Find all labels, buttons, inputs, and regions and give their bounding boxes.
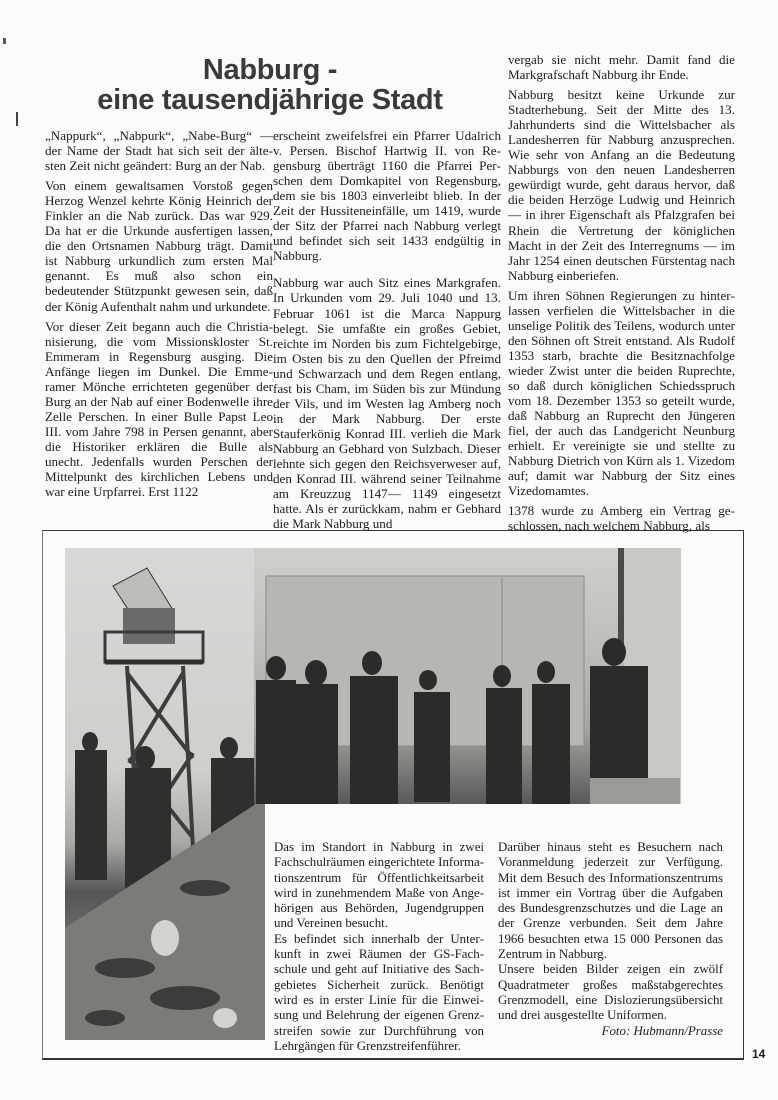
watchtower-photo-illustration bbox=[65, 548, 265, 1040]
photo-border-model bbox=[65, 548, 265, 1040]
paragraph: erscheint zweifelsfrei ein Pfarrer Udalrich v. Persen. Bischof Hartwig II. von Regensburg überträgt 1160 die Pfarrei Perschen dem Domkapitel von Regensburg, dem sie bis 1803 einverleibt blieb. In der Zeit der Hussiteneinfälle, um 1419, wurde der Sitz der Pfarrei nach Nabburg verlegt und befindet sich seit 1433 endgültig in Nabburg. bbox=[273, 128, 501, 264]
paragraph: Von einem gewaltsamen Vorstoß gegen Herzog Wenzel kehrte König Heinrich der Finkler an die Nab zurück. Das war 929. Da hat er die Urkunde ausfertigen lassen, die den Ortsnamen Nabburg trägt. Damit ist Nabburg urkundlich zum ersten Mal genannt. Es muß also schon ein bedeutender Stützpunkt gewesen sein, daß der König Aufenthalt nahm und urkundete. bbox=[45, 178, 273, 314]
photo-dislocation-map bbox=[254, 548, 681, 804]
text-column-3 bbox=[508, 52, 735, 538]
caption-paragraph: Unsere beiden Bilder zeigen ein zwölf Quadratmeter großes maßstabgerechtes Grenzmodell, eine Dislozierungsübersicht und drei ausgestellte Uniformen. bbox=[498, 962, 723, 1023]
paragraph: Um ihren Söhnen Regierungen zu hinterlassen verfielen die Wittelsbacher in die unselige Politik des Teilens, wodurch unter den Söhnen oft Streit entstand. Als Rudolf 1353 starb, brachte die Besitznachfolge wieder Zwist unter die beiden Ruprechte, so daß durch königlichen Schiedsspruch vom 18. Dezember 1353 so geteilt wurde, daß Nabburg an Ruprecht den Jüngeren fiel, der auch das Landgericht Neunburg erhielt. Er vereinigte sie und stellte zu Nabburg Dietrich von Kürn als 1. Vizedom auf; damit war Nabburg der Sitz eines Vizedomamtes. bbox=[508, 287, 735, 499]
caption-paragraph: Das im Standort in Nabburg in zwei Fachschulräumen eingerichtete Informationszentrum für Öffentlichkeitsarbeit wird in zunehmendem Maße von Angehörigen aus Behörden, Jugendgruppen und Vereinen besucht. bbox=[274, 840, 484, 931]
paragraph: vergab sie nicht mehr. Damit fand die Markgrafschaft Nabburg ihr Ende. bbox=[508, 52, 735, 83]
paragraph: Vor dieser Zeit begann auch die Christianisierung, die vom Missionskloster St. Emmeram in Regensburg ausging. Die Anfänge liegen im Dunkel. Die Emmeramer Mönche errichteten gegenüber der Burg an der Nab auf einer Bodenwelle ihre Zelle Perschen. In einer Bulle Papst Leo III. vom Jahre 798 in Persen genannt, aber die Historiker erklären die Bulle als unecht. Jedenfalls wurden Perschen der Mittelpunkt des kirchlichen Lebens und war eine Urpfarrei. Erst 1122 bbox=[45, 318, 273, 500]
scan-mark bbox=[16, 112, 18, 126]
paragraph: „Nappurk“, „Nabpurk“, „Nabe-Burg“ — der Name der Stadt hat sich seit der ältesten Zeit nicht geändert: Burg an der Nab. bbox=[45, 128, 273, 174]
photo-credit: Foto: Hubmann/Prasse bbox=[601, 1023, 723, 1038]
caption-paragraph: Darüber hinaus steht es Besuchern nach Voranmeldung jederzeit zur Verfügung. Mit dem Besuch des Informationszentrums ist immer ein Vortrag über die Aufgaben des Bundesgrenzschutzes und die Lage an der Grenze verbunden. Seit dem Jahre 1966 besuchten etwa 15 000 Personen das Zentrum in Nabburg. bbox=[498, 840, 723, 962]
title-line-2: eine tausendjährige Stadt bbox=[97, 84, 443, 116]
scan-mark bbox=[3, 38, 6, 44]
title-line-1: Nabburg - bbox=[202, 54, 338, 86]
paragraph: 1378 wurde zu Amberg ein Vertrag geschlossen, nach welchem Nabburg, als bbox=[508, 503, 735, 534]
text-column-1 bbox=[45, 128, 273, 504]
caption-column-1 bbox=[274, 840, 484, 1054]
text-column-2 bbox=[273, 128, 501, 536]
map-photo-illustration bbox=[254, 548, 681, 804]
paragraph: Nabburg war auch Sitz eines Markgrafen. In Urkunden vom 29. Juli 1040 und 13. Februar 1061 ist die Marca Nappurg belegt. Sie umfaßte ein großes Gebiet, reichte im Norden bis zum Fichtelgebirge, im Osten bis zu den Quellen der Pfreimd und Schwarzach und dem Regen entlang, fast bis Cham, im Süden bis zur Mündung der Vils, und im Westen lag Amberg noch in der Mark Nabburg. Der erste Stauferkönig Konrad III. verlieh die Mark Nabburg an Gebhard von Sulzbach. Dieser lehnte sich gegen den Reichsverweser auf, den Konrad III. während seiner Teilnahme am Kreuzzug 1147— 1149 eingesetzt hatte. Als er zurückkam, nahm er Gebhard die Mark Nabburg und bbox=[273, 275, 501, 532]
article-title bbox=[40, 55, 500, 115]
paragraph: Nabburg besitzt keine Urkunde zur Stadterhebung. Seit der Mitte des 13. Jahrhunderts sind die Wittelsbacher als Landesherren für Nabburg anzusprechen. Wie sehr von Anfang an die Bedeutung Nabburgs von den neuen Landesherren gewürdigt wurde, geht daraus hervor, daß die beiden Herzöge Ludwig und Heinrich — in ihrer Eigenschaft als Pfalzgrafen bei Rhein die Vertretung der königlichen Macht in der Zeit des Interregnums — im Jahr 1254 einen deutschen Fürstentag nach Nabburg einberiefen. bbox=[508, 87, 735, 283]
page-number: 14 bbox=[752, 1047, 766, 1061]
caption-paragraph: Es befindet sich innerhalb der Unterkunft in zwei Räumen der GS-Fachschule und geht auf Initiative des Sachgebietes Sicherheit zurück. Benötigt wird es in erster Linie für die Einweisung und Belehrung der eigenen Grenzstreifen sowie zur Durchführung von Lehrgängen für Grenzstreifenführer. bbox=[274, 931, 484, 1053]
caption-column-2 bbox=[498, 840, 723, 1039]
